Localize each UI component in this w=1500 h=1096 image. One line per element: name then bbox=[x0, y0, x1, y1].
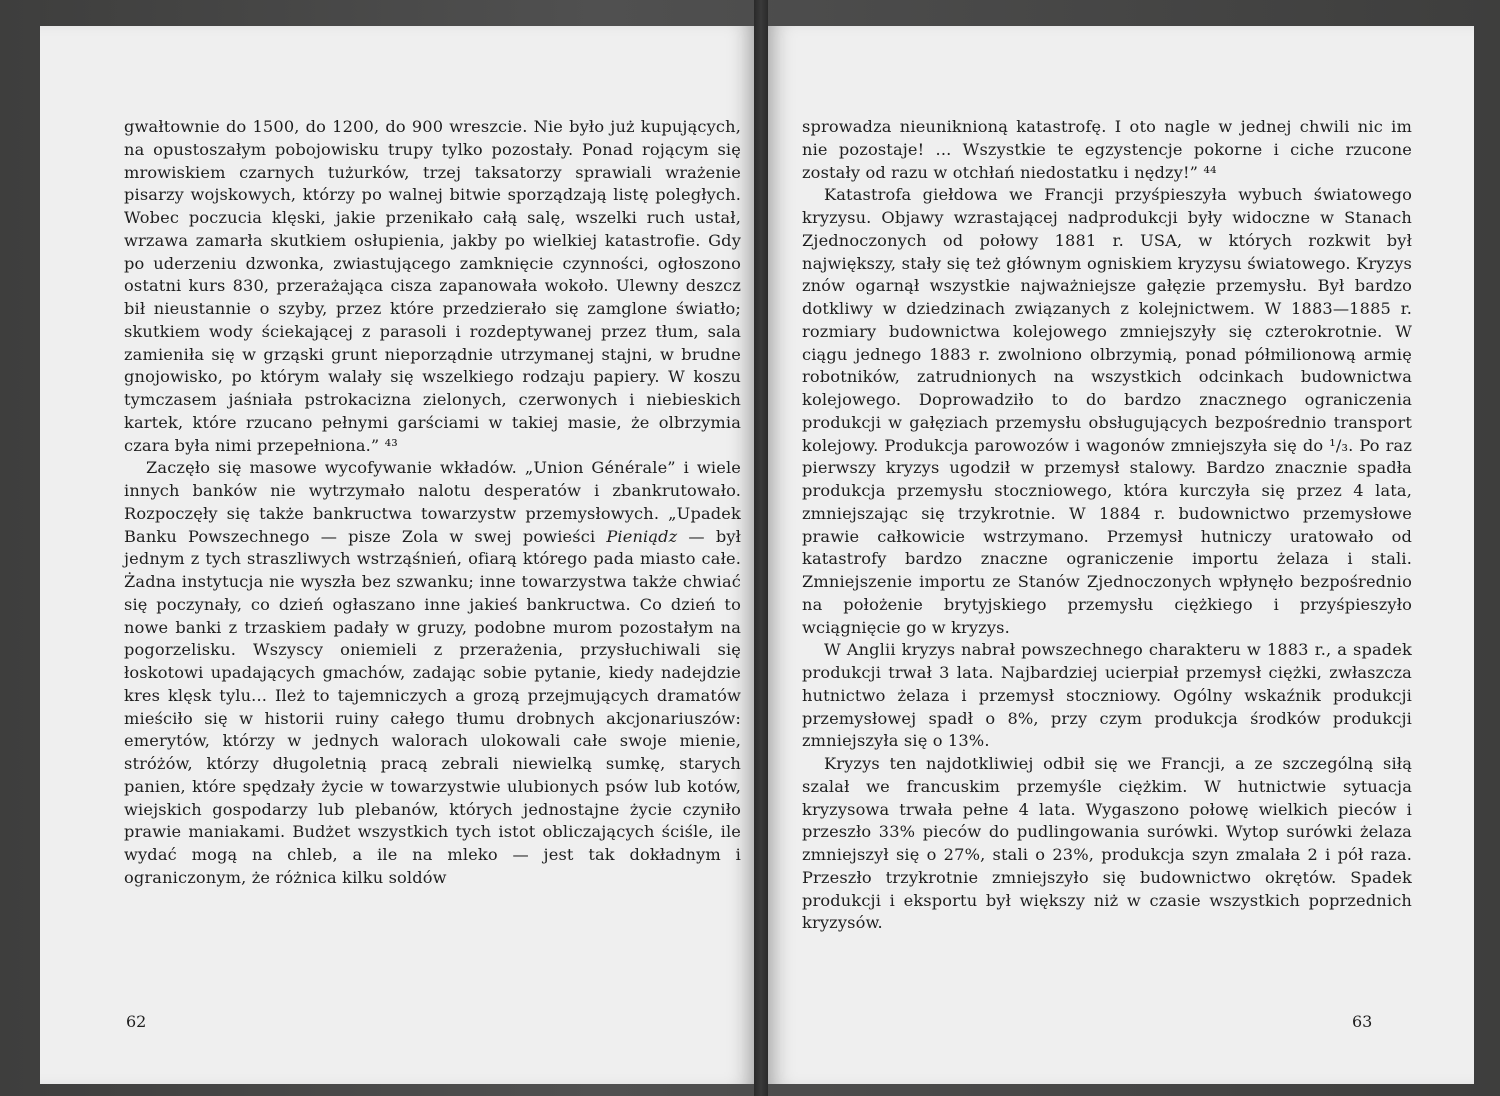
paragraph-text: — był jednym z tych straszliwych wstrząśnień, ofiarą którego pada miasto całe. Żadna instytucja nie wyszła bez szwanku; inne towarzystwa także chwiać się poczynały, co dzień ogłaszano inne jakieś bankructwa. Co dzień to nowe banki z trzaskiem padały w gruzy, podobne murom pozostałym na pogorzelisku. Wszyscy oniemieli z przerażenia, przysłuchiwali się łoskotowi upadających gmachów, zadając sobie pytanie, kiedy nadejdzie kres klęsk tylu... Ileż to tajemniczych a grozą przejmujących dramatów mieściło się w historii ruiny całego tłumu drobnych akcjonariuszów: emerytów, którzy w jednych walorach ulokowali całe swoje mienie, stróżów, którzy długoletnią pracą zebrali niewielką sumkę, starych panien, które spędzały życie w towarzystwie ulubionych psów lub kotów, wiejskich gospodarzy lub plebanów, których jednostajne życie czyniło prawie maniakami. Budżet wszystkich tych istot obliczających ściśle, ile wydać mogą na chleb, a ile na mleko — jest tak dokładnym i ograniczonym, że różnica kilku soldów bbox=[124, 526, 742, 887]
left-page-text bbox=[124, 116, 741, 890]
paragraph: Kryzys ten najdotkliwiej odbił się we Francji, a ze szczególną siłą szalał we francuskim przemyśle ciężkim. W hutnictwie sytuacja kryzysowa trwała pełne 4 lata. Wygaszono połowę wielkich pieców i przeszło 33% pieców do pudlingowania surówki. Wytop surówki żelaza zmniejszył się o 27%, stali o 23%, produkcja szyn zmalała 2 i pół raza. Przeszło trzykrotnie zmniejszyło się budownictwo okrętów. Spadek produkcji i eksportu był większy niż w czasie wszystkich poprzednich kryzysów. bbox=[802, 754, 1412, 933]
paragraph: gwałtownie do 1500, do 1200, do 900 wreszcie. Nie było już kupujących, na opustoszałym pobojowisku trupy tylko pozostały. Ponad rojącym się mrowiskiem czarnych tużurków, trzej taksatorzy sprawiali wrażenie pisarzy wojskowych, którzy po walnej bitwie sporządzają listę poległych. Wobec poczucia klęski, jakie przenikało całą salę, wszelki ruch ustał, wrzawa zamarła skutkiem osłupienia, jakby po wielkiej katastrofie. Gdy po uderzeniu dzwonka, zwiastującego zamknięcie czynności, ogłoszono ostatni kurs 830, przerażająca cisza zapanowała wokoło. Ulewny deszcz bił nieustannie o szyby, przez które przedzierało się zamglone światło; skutkiem wody ściekającej z parasoli i rozdeptywanej przez tłum, sala zamieniła się w grząski grunt nieporządnie utrzymanej stajni, w brudne gnojowisko, po którym walały się wszelkiego rodzaju papiery. W koszu tymczasem jaśniała pstrokacizna zielonych, czerwonych i niebieskich kartek, które rzucano pełnymi garściami w takiej masie, że olbrzymia czara była nimi przepełniona.” ⁴³ bbox=[124, 117, 741, 455]
book-title-italic: Pieniądz bbox=[606, 526, 678, 546]
paragraph: sprowadza nieuniknioną katastrofę. I oto nagle w jednej chwili nic im nie pozostaje! ... Wszystkie te egzystencje pokorne i ciche rzucone zostały od razu w otchłań niedostatku i nędzy!” ⁴⁴ bbox=[802, 117, 1412, 182]
right-page-text bbox=[802, 116, 1412, 935]
page-number: 63 bbox=[1352, 1012, 1373, 1031]
paragraph: Katastrofa giełdowa we Francji przyśpieszyła wybuch światowego kryzysu. Objawy wzrastającej nadprodukcji były widoczne w Stanach Zjednoczonych od połowy 1881 r. USA, w których rozkwit był największy, stały się też głównym ogniskiem kryzysu światowego. Kryzys znów ogarnął wszystkie najważniejsze gałęzie przemysłu. Był bardzo dotkliwy w dziedzinach związanych z kolejnictwem. W 1883—1885 r. rozmiary budownictwa kolejowego zmniejszyły się czterokrotnie. W ciągu jednego 1883 r. zwolniono olbrzymią, ponad półmilionową armię robotników, zatrudnionych na wszystkich odcinkach budownictwa kolejowego. Doprowadziło to do bardzo znacznego ograniczenia produkcji w gałęziach przemysłu obsługujących bezpośrednio transport kolejowy. Produkcja parowozów i wagonów zmniejszyła się do ¹/₃. Po raz pierwszy kryzys ugodził w przemysł stalowy. Bardzo znacznie spadła produkcja przemysłu stoczniowego, która kurczyła się przez 4 lata, zmniejszając się trzykrotnie. W 1884 r. budownictwo przemysłowe prawie całkowicie wstrzymano. Przemysł hutniczy uratowało od katastrofy bardzo znaczne ograniczenie importu żelaza i stali. Zmniejszenie importu ze Stanów Zjednoczonych wpłynęło bezpośrednio na położenie brytyjskiego przemysłu ciężkiego i przyśpieszyło wciągnięcie go w kryzys. bbox=[802, 185, 1412, 637]
right-page bbox=[768, 26, 1474, 1084]
paragraph: W Anglii kryzys nabrał powszechnego charakteru w 1883 r., a spadek produkcji trwał 3 lata. Najbardziej ucierpiał przemysł ciężki, zwłaszcza hutnictwo żelaza i przemysł stoczniowy. Ogólny wskaźnik produkcji przemysłowej spadł o 8%, przy czym produkcja środków produkcji zmniejszyła się o 13%. bbox=[802, 640, 1412, 751]
paragraph-text: Zaczęło się masowe wycofywanie wkładów. „Union Générale” i wiele innych banków nie wytrzymało nalotu desperatów i zbankrutowało. Rozpoczęły się także bankructwa towarzystw przemysłowych. „Upadek Banku Powszechnego — pisze Zola w swej powieści bbox=[124, 458, 741, 546]
paragraph bbox=[124, 457, 741, 889]
page-number: 62 bbox=[126, 1012, 147, 1031]
left-page bbox=[40, 26, 754, 1084]
book-gutter bbox=[754, 0, 768, 1096]
